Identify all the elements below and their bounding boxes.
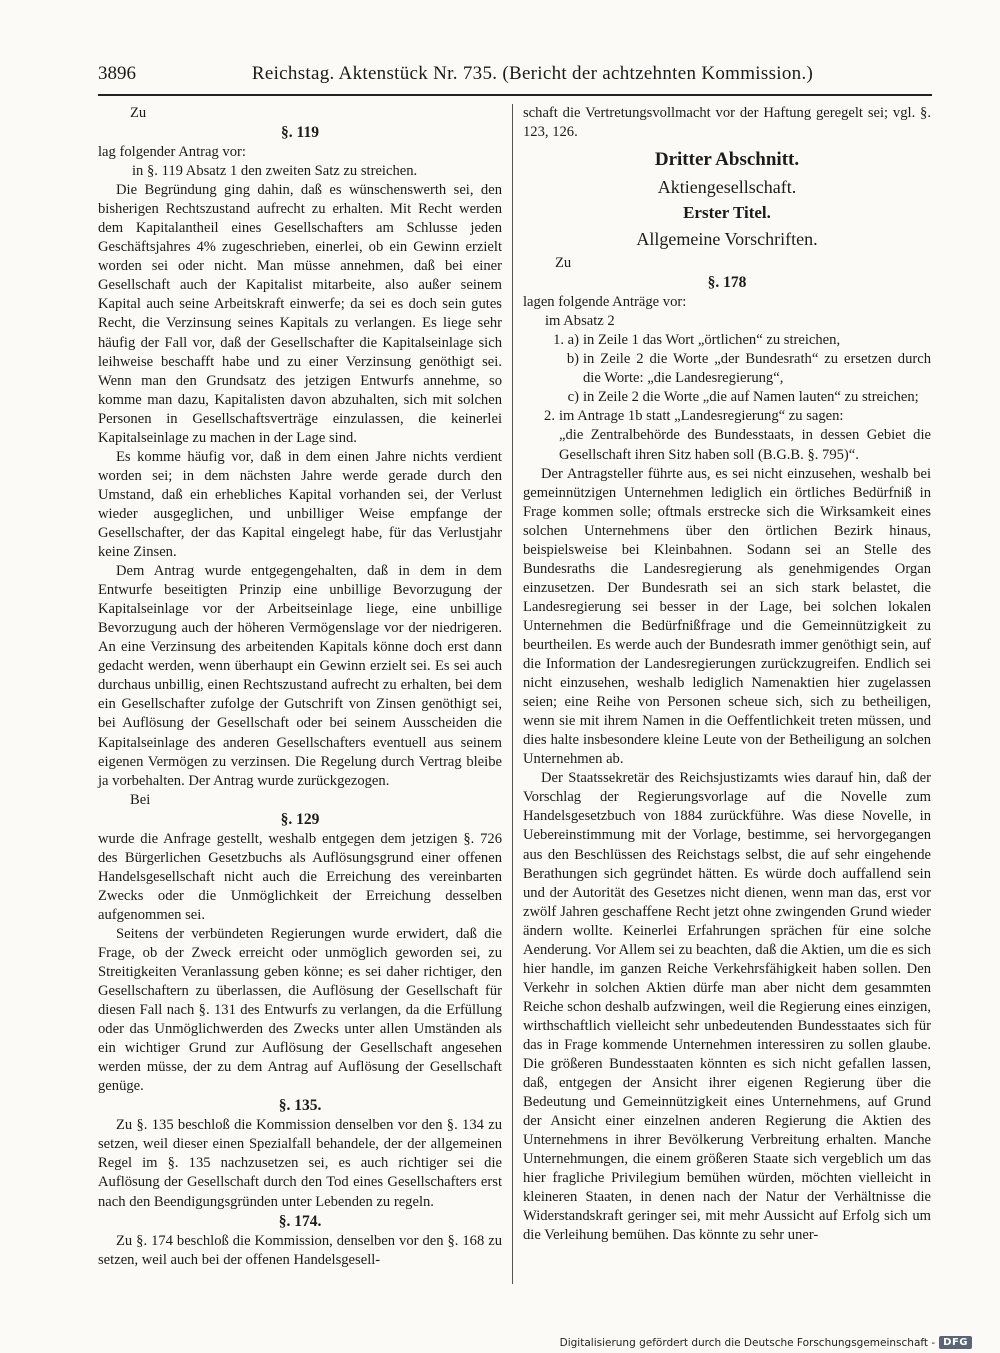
header-rule xyxy=(98,94,932,96)
list-number: 1. a) xyxy=(553,332,579,349)
right-column xyxy=(523,104,931,1245)
paragraph-heading: §. 178 xyxy=(707,274,747,292)
list-text: in Zeile 2 die Worte „die auf Namen lauten“ zu streichen; xyxy=(583,389,919,406)
list-number: c) xyxy=(567,389,579,406)
column-divider xyxy=(512,104,513,1284)
paragraph-heading: §. 129 xyxy=(280,810,320,828)
body-paragraph: lag folgender Antrag vor: xyxy=(98,144,246,161)
title-heading: Erster Titel. xyxy=(683,203,771,223)
body-paragraph: wurde die Anfrage gestellt, weshalb entgegen dem jetzigen §. 726 des Bürgerlichen Gesetzbuchs als Auflösungsgrund einer offenen Handelsgesellschaft nicht auch die Erreichung des vereinbarten Zwecks oder die Unmöglichkeit der Erreichung desselben aufgenommen sei. xyxy=(98,830,502,923)
list-number: 2. xyxy=(544,408,555,425)
list-item xyxy=(523,350,931,388)
dfg-logo: DFG xyxy=(939,1336,972,1349)
quote-block: „die Zentralbehörde des Bundesstaats, in dessen Gebiet die Gesellschaft ihren Sitz haben soll (B.G.B. §. 795)“. xyxy=(559,427,931,463)
list-text: in Zeile 2 die Worte „der Bundesrath“ zu ersetzen durch die Worte: „die Landesregierung“, xyxy=(583,351,931,387)
left-column xyxy=(98,104,502,1270)
section-heading: Dritter Abschnitt. xyxy=(654,149,800,171)
body-paragraph: Der Staatssekretär des Reichsjustizamts wies darauf hin, daß der Vorschlag der Regierungsvorlage auf die Novelle zum Handelsgesetzbuch von 1884 zurückführe. Was diese Novelle, in Uebereinstimmung mit der Vorlage, bestimme, sei hervorgegangen aus den Beschlüssen des Reichstags selbst, die auf sehr eingehende Berathungen sich gegründet hätten. Es würde doch auffallend sein und der Autorität des Gesetzes nicht dienen, wenn man das, erst vor zwölf Jahren geschaffene Recht jetzt ohne zwingenden Grund wieder ändern wollte. Keinerlei Erfahrungen sprächen für eine solche Aenderung. Vor Allem sei zu beachten, daß die Aktien, um die es sich hier handle, im ganzen Reiche Verkehrsfähigkeit haben sollen. Den Verkehr in solchen Aktien dürfe man aber nicht dem gesammten Reiche schon deshalb aufzwingen, weil die Regierung eines einzigen, wirthschaftlich vielleicht sehr unbedeutenden Bundesstaates sich für das in Frage kommende Unternehmen interessiren zu sollen glaube. Die größeren Bundesstaaten könnten es sich nicht gefallen lassen, daß, entgegen der Ansicht ihrer eigenen Regierung über die Bedeutung und Gemeinnützigkeit eines Unternehmens, auf Grund der Ansicht einer einzelnen anderen Regierung die Aktien des Unternehmens in ihrer Bevölkerung Verbreitung erhalten. Manche Unternehmungen, die einem größeren Staate sich vergeblich um das hier fragliche Privilegium bemühen würden, möchten vielleicht in kleineren Staaten, in denen nach der Natur der Verhältnisse die Widerstandskraft geringer sei, mit mehr Aussicht auf Erfolg sich um die Verleihung bemühen. Das könnte zu sehr uner- xyxy=(523,770,931,1244)
paragraph-heading: §. 174. xyxy=(278,1212,322,1230)
list-item xyxy=(523,331,931,350)
body-paragraph: Die Begründung ging dahin, daß es wünschenswerth sei, den bisherigen Rechtszustand aufrecht zu erhalten. Mit Recht werden dem Kapitalantheil eines Gesellschafters am Schlusse jeden Geschäftsjahres 4% zugeschrieben, einerlei, ob ein Gewinn erzielt worden sei oder nicht. Man müsse annehmen, daß bei einer Gesellschaft auch der Kapitalist mitarbeite, also außer seinem Kapital auch seine Arbeitskraft einwerfe; da sei es doch sein gutes Recht, die Verzinsung seines Kapitals zu verlangen. Es liege sehr häufig der Fall vor, daß der Gesellschafter die Kapitalseinlage sich leihweise beschafft habe und zu einer Verzinsung genöthigt sei. Wenn man den Grundsatz des jetzigen Entwurfs annehme, so komme man dazu, Kapitalisten davon abzuhalten, sich mit solchen Personen in Gesellschaftsverträge einzulassen, die keinerlei Kapitalseinlage zu machen in der Lage sind. xyxy=(98,182,502,446)
zu-label: Zu xyxy=(130,105,147,121)
list-text: in Zeile 1 das Wort „örtlichen“ zu streichen, xyxy=(583,332,841,349)
body-paragraph: Es komme häufig vor, daß in dem einen Jahre nichts verdient worden sei; in dem nächsten Jahre werde gerade durch den Umstand, daß ein erhebliches Kapital vorhanden sei, der Verlust wieder ausgeglichen, und unbilliger Weise empfange der Gesellschafter, der das Kapital eingelegt habe, für das Verlustjahr keine Zinsen. xyxy=(98,448,502,561)
motion-list xyxy=(523,331,931,426)
page-number: 3896 xyxy=(98,63,136,84)
body-paragraph: Dem Antrag wurde entgegengehalten, daß in dem in dem Entwurfe beseitigten Prinzip eine unbillige Bevorzugung der Kapitalseinlage vor der Arbeitseinlage liege, eine unbillige Bevorzugung auch der höheren Vermögenslage vor der niedrigeren. An eine Verzinsung des arbeitenden Kapitals könne doch erst dann gedacht werden, wenn überhaupt ein Gewinn erzielt sei. Es sei auch durchaus unbillig, einen Rechtszustand aufrecht zu erhalten, bei dem ein Gesellschafter zufolge der Gutschrift von Zinsen genöthigt sei, bei Auflösung der Gesellschaft oder bei seinem Ausscheiden die Kapitalseinlage des anderen Gesellschafters eventuell aus seinem eigenen Vermögen zu verzinsen. Die Regelung durch Vertrag bleibe ja vorbehalten. Der Antrag wurde zurückgezogen. xyxy=(98,563,502,789)
lead-line: lagen folgende Anträge vor: xyxy=(523,294,687,311)
body-paragraph: Der Antragsteller führte aus, es sei nicht einzusehen, weshalb bei gemeinnützigen Unternehmen lediglich ein örtliches Bedürfniß in Frage kommen solle; oftmals erstrecke sich die Wirksamkeit eines solchen Unternehmens über den örtlichen Bezirk hinaus, beispielsweise bei Kleinbahnen. Sodann sei an Stelle des Bundesraths die Landesregierung als genehmigendes Organ einzusetzen. Der Bundesrath sei an sich stark belastet, die Landesregierung sei besser in der Lage, bei solchen lokalen Unternehmen die Bedürfnißfrage und die Gemeinnützigkeit zu beurtheilen. Es werde auch der Bundesrath immer genöthigt sein, auf die Information der Landesregierungen zurückzugreifen. Endlich sei nicht einzusehen, weshalb lediglich Namenaktien hier zugelassen seien; eine Reihe von Personen scheue sich, sich zu betheiligen, wenn sie mit ihrem Namen in die Oeffentlichkeit treten müssen, und dies halte insbesondere kleine Leute von der Betheiligung an solchen Unternehmen ab. xyxy=(523,465,931,768)
paragraph-heading: §. 135. xyxy=(278,1097,322,1115)
paragraph-heading: §. 119 xyxy=(281,124,319,142)
running-title: Reichstag. Aktenstück Nr. 735. (Bericht der achtzehnten Kommission.) xyxy=(251,63,814,84)
footer-text: Digitalisierung gefördert durch die Deutsche Forschungsgemeinschaft - xyxy=(559,1336,936,1349)
footer xyxy=(560,1336,972,1349)
motion-text: in §. 119 Absatz 1 den zweiten Satz zu streichen. xyxy=(132,163,418,180)
title-subtitle: Allgemeine Vorschriften. xyxy=(636,229,818,250)
zu-label: Zu xyxy=(555,255,572,272)
body-paragraph: Zu §. 135 beschloß die Kommission denselben vor den §. 134 zu setzen, weil dieser einen Spezialfall behandele, der der allgemeinen Regel im §. 135 nachzusetzen sei, es auch richtiger sei die Auflösung der Gesellschaft durch den Tod eines Gesellschafters erst nach den Beendigungsgründen unter Lebenden zu regeln. xyxy=(98,1117,502,1210)
body-paragraph: Zu §. 174 beschloß die Kommission, denselben vor den §. 168 zu setzen, weil auch bei der offenen Handelsgesell- xyxy=(98,1232,502,1268)
right-paragraphs xyxy=(523,465,931,1246)
zu-label: Bei xyxy=(130,791,151,808)
list-number: b) xyxy=(566,351,579,368)
list-item xyxy=(523,388,931,407)
absatz-line: im Absatz 2 xyxy=(545,313,615,330)
page-header xyxy=(98,58,930,90)
body-paragraph: Seitens der verbündeten Regierungen wurde erwidert, daß die Frage, ob der Zweck erreicht oder unmöglich geworden sei, zu Streitigkeiten Veranlassung geben könne; es sei daher richtiger, den Gesellschaftern zu überlassen, die Auflösung der Gesellschaft für diesen Fall nach §. 131 des Entwurfs zu verlangen, da die Erfüllung oder das Unmöglichwerden des Zwecks unter allen Umständen als ein wichtiger Grund zur Auflösung der Gesellschaft angesehen werden müsse, der zu dem Antrag auf Auflösung der Gesellschaft genüge. xyxy=(98,925,502,1095)
list-text: im Antrage 1b statt „Landesregierung“ zu sagen: xyxy=(559,408,844,425)
list-item xyxy=(523,407,931,426)
continuation-text: schaft die Vertretungsvollmacht vor der Haftung geregelt sei; vgl. §. 123, 126. xyxy=(523,105,931,141)
section-subtitle: Aktiengesellschaft. xyxy=(657,177,797,198)
